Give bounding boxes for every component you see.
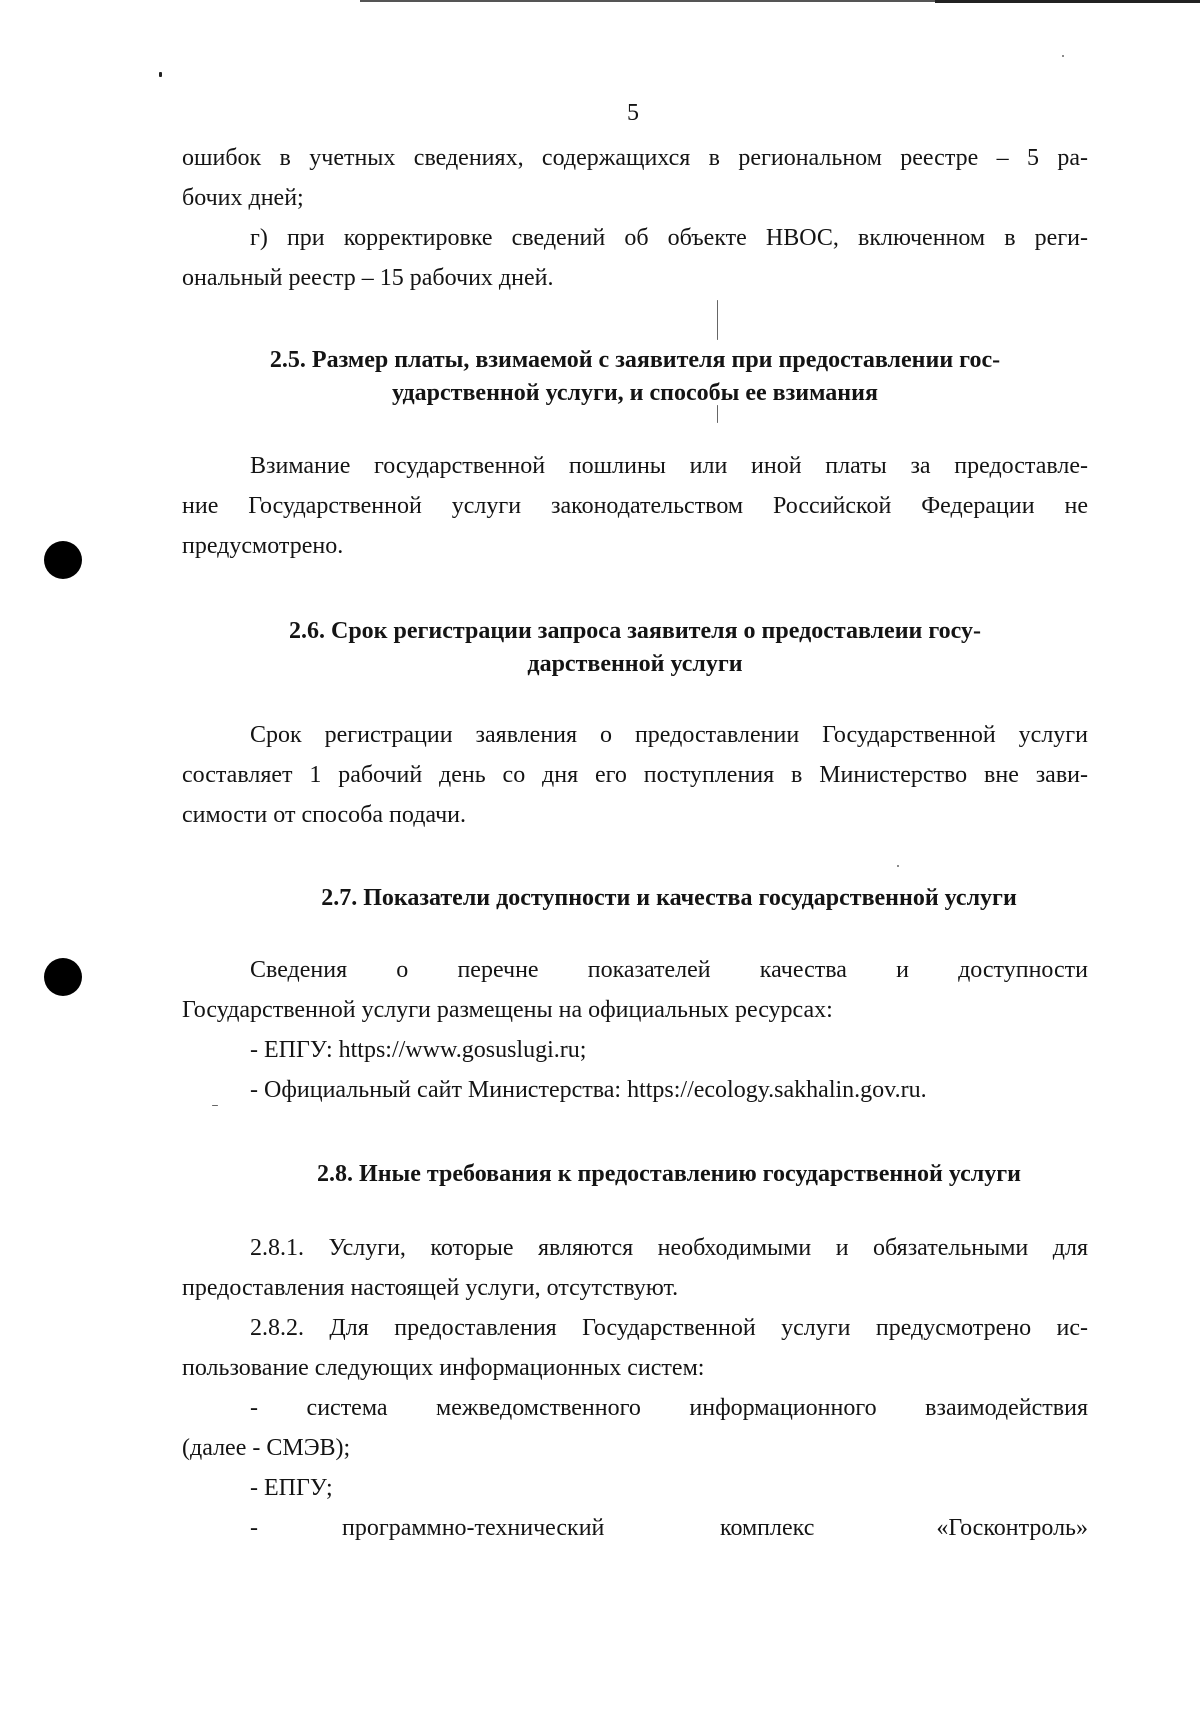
scan-speck xyxy=(717,300,718,340)
text-line: г) при корректировке сведений об объекте НВОС, включенном в реги- xyxy=(250,225,1088,251)
page-number: 5 xyxy=(627,100,639,126)
punch-hole-mark xyxy=(44,541,82,579)
list-item: - система межведомственного информационного взаимодействия xyxy=(250,1395,1088,1421)
text-line: бочих дней; xyxy=(182,185,304,211)
scan-edge-line-dark xyxy=(935,0,1200,3)
section-heading-2-6 xyxy=(182,615,1088,681)
paragraph-item-g xyxy=(182,218,1088,298)
scan-speck xyxy=(1062,55,1064,57)
section-heading-2-8: 2.8. Иные требования к предоставлению государственной услуги xyxy=(317,1161,1021,1187)
text-line: (далее - СМЭВ); xyxy=(182,1435,351,1461)
text-line: Взимание государственной пошлины или иной платы за предоставле- xyxy=(250,453,1088,479)
list-dash: - xyxy=(250,1515,258,1541)
text-line: пользование следующих информационных систем: xyxy=(182,1355,705,1381)
heading-line: дарственной услуги xyxy=(527,651,743,677)
heading-line: 2.6. Срок регистрации запроса заявителя о предоставлеии госу- xyxy=(289,618,981,644)
list-item: - ЕПГУ: https://www.gosuslugi.ru; xyxy=(250,1037,587,1063)
text-line: 2.8.2. Для предоставления Государственной услуги предусмотрено ис- xyxy=(250,1315,1088,1341)
text-line: симости от способа подачи. xyxy=(182,802,467,828)
punch-hole-mark xyxy=(44,958,82,996)
text-line: ональный реестр – 15 рабочих дней. xyxy=(182,265,554,291)
text-line: Сведения о перечне показателей качества и доступности xyxy=(250,957,1088,983)
text-line: составляет 1 рабочий день со дня его поступления в Министерство вне зави- xyxy=(182,762,1088,788)
section-body-2-6 xyxy=(182,715,1088,835)
section-body-2-8 xyxy=(182,1228,1088,1508)
heading-line: 2.5. Размер платы, взимаемой с заявителя при предоставлении гос- xyxy=(269,347,1001,373)
text-line: Срок регистрации заявления о предоставлении Государственной услуги xyxy=(250,722,1088,748)
text-line: ошибок в учетных сведениях, содержащихся в региональном реестре – 5 ра- xyxy=(182,145,1088,171)
text-line: 2.8.1. Услуги, которые являются необходимыми и обязательными для xyxy=(250,1235,1088,1261)
heading-line: ударственной услуги, и способы ее взимания xyxy=(392,380,878,406)
list-item: - ЕПГУ; xyxy=(250,1475,333,1501)
text-line: ние Государственной услуги законодательством Российской Федерации не xyxy=(182,493,1088,519)
text-word: «Госконтроль» xyxy=(936,1515,1088,1541)
scan-speck xyxy=(897,865,899,867)
list-item: - Официальный сайт Министерства: https://ecology.sakhalin.gov.ru. xyxy=(250,1077,927,1103)
section-heading-2-5 xyxy=(182,344,1088,410)
section-heading-2-7: 2.7. Показатели доступности и качества государственной услуги xyxy=(321,885,1017,911)
scan-speck xyxy=(159,72,162,77)
section-body-2-7 xyxy=(182,950,1088,1110)
text-word: программно-технический xyxy=(342,1515,605,1541)
text-line: предоставления настоящей услуги, отсутствуют. xyxy=(182,1275,679,1301)
text-line: предусмотрено. xyxy=(182,533,344,559)
section-body-2-5 xyxy=(182,446,1088,566)
text-line: Государственной услуги размещены на официальных ресурсах: xyxy=(182,997,833,1023)
paragraph-continuation xyxy=(182,138,1088,218)
text-word: комплекс xyxy=(720,1515,815,1541)
